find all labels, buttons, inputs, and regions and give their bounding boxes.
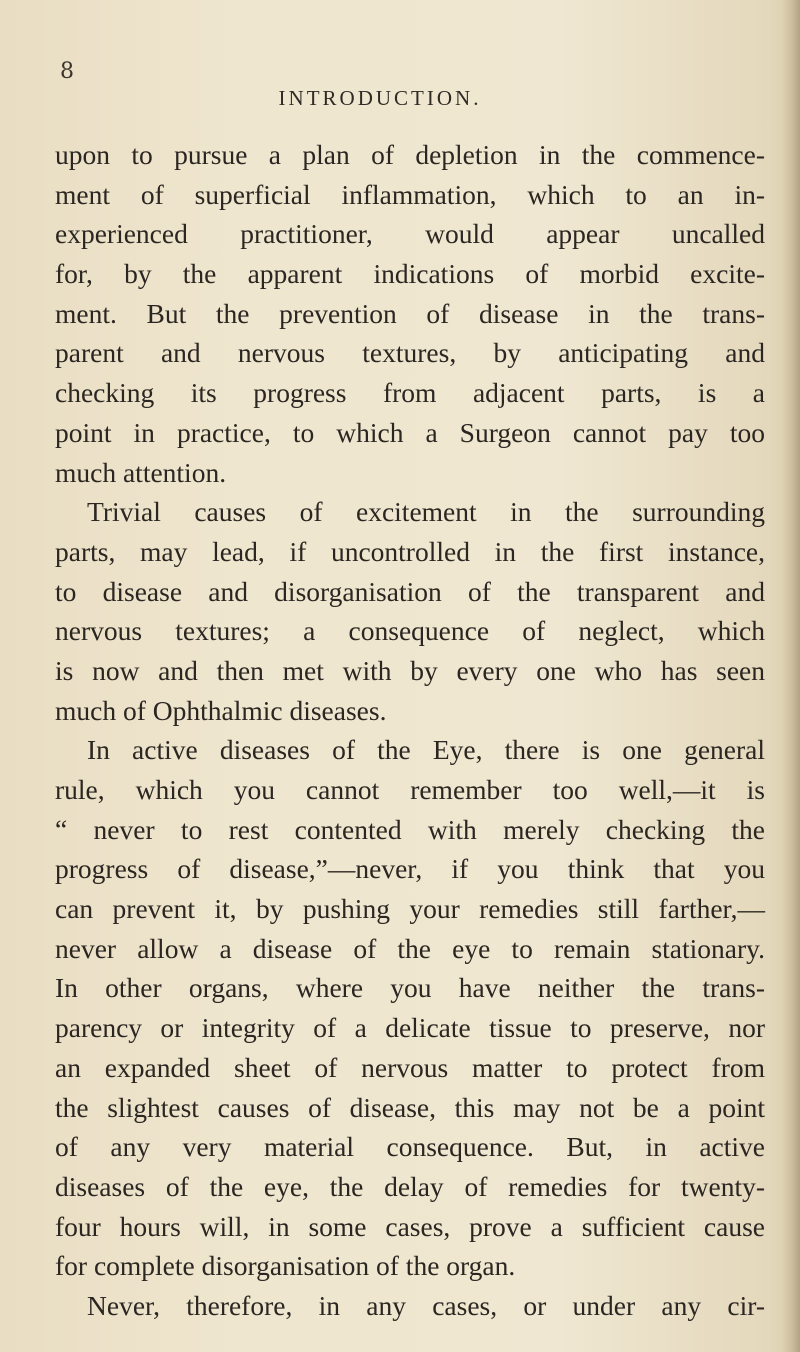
text-line: rule, which you cannot remember too well,—it is (55, 774, 765, 805)
text-line: the slightest causes of disease, this may not be a point (55, 1091, 765, 1123)
text-line: nervous textures; a consequence of neglect, which (55, 615, 765, 647)
text-line: never allow a disease of the eye to remain stationary. (55, 932, 765, 964)
text-line: an expanded sheet of nervous matter to protect from (55, 1051, 765, 1083)
page-edge-shadow (782, 0, 800, 1352)
text-line: much attention. (55, 456, 227, 488)
text-line: parent and nervous textures, by anticipating and (55, 337, 765, 369)
text-line: much of Ophthalmic diseases. (55, 694, 387, 726)
text-line: Never, therefore, in any cases, or under any cir- (87, 1289, 765, 1321)
text-line: progress of disease,”—never, if you think that you (55, 853, 765, 885)
text-line: for complete disorganisation of the organ. (55, 1250, 516, 1282)
text-line: for, by the apparent indications of morbid excite- (55, 258, 765, 290)
text-line: ment of superficial inflammation, which to an in- (55, 178, 765, 210)
running-head: INTRODUCTION. (278, 86, 482, 110)
text-line: point in practice, to which a Surgeon cannot pay too (55, 416, 765, 448)
text-line: “ never to rest contented with merely checking the (55, 813, 765, 845)
text-line: ment. But the prevention of disease in the trans- (55, 297, 765, 329)
text-line: checking its progress from adjacent parts, is a (55, 377, 765, 409)
text-line: diseases of the eye, the delay of remedies for twenty- (55, 1170, 765, 1202)
text-line: of any very material consequence. But, in active (55, 1131, 765, 1163)
page-number: 8 (60, 59, 74, 84)
text-line: four hours will, in some cases, prove a sufficient cause (55, 1210, 765, 1242)
text-line: In other organs, where you have neither the trans- (55, 972, 765, 1004)
text-line: to disease and disorganisation of the transparent and (55, 575, 765, 607)
text-line: Trivial causes of excitement in the surrounding (87, 496, 765, 528)
text-line: is now and then met with by every one who has seen (55, 654, 765, 686)
text-line: In active diseases of the Eye, there is one general (87, 734, 765, 766)
text-line: can prevent it, by pushing your remedies still farther,— (55, 893, 765, 925)
text-line: upon to pursue a plan of depletion in the commence- (55, 139, 765, 170)
text-line: parts, may lead, if uncontrolled in the first instance, (55, 535, 765, 567)
text-line: parency or integrity of a delicate tissue to preserve, nor (55, 1012, 765, 1044)
text-line: experienced practitioner, would appear uncalled (55, 218, 765, 250)
body-text (55, 135, 765, 1326)
